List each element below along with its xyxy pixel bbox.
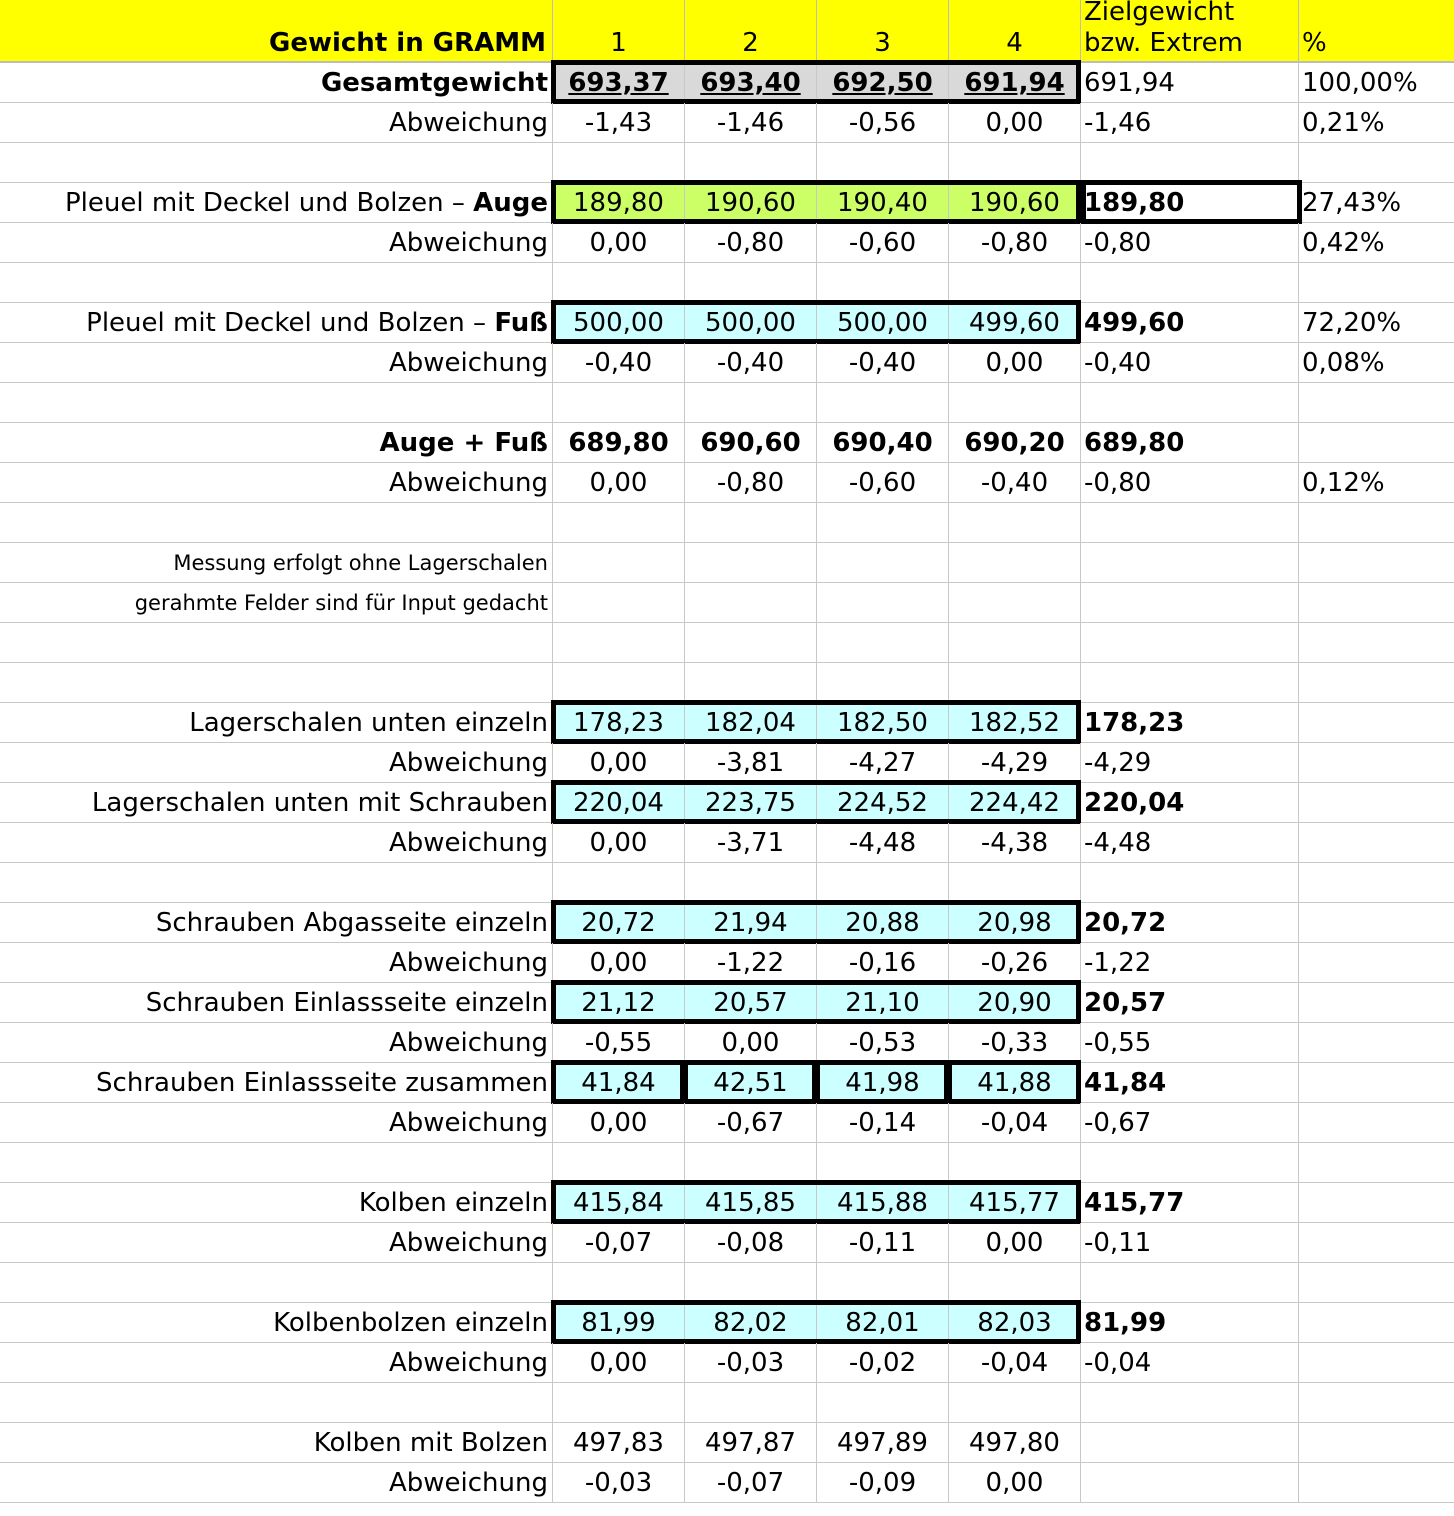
value-cell-2 — [685, 383, 817, 423]
row-label-text: Messung erfolgt ohne Lagerschalen — [173, 550, 548, 575]
value-cell-4: 0,00 — [949, 1223, 1081, 1263]
value-cell-3[interactable]: 82,01 — [817, 1303, 949, 1343]
row-label — [0, 1223, 553, 1263]
header-target-line1: Zielgewicht — [1084, 0, 1235, 27]
value-cell-4: -0,33 — [949, 1023, 1081, 1063]
value-cell-4: -4,38 — [949, 823, 1081, 863]
value-cell-2 — [685, 583, 817, 623]
value-cell-2 — [685, 1143, 817, 1183]
value-cell-3: -0,14 — [817, 1103, 949, 1143]
target-cell: -4,29 — [1081, 743, 1299, 783]
value-cell-3[interactable]: 692,50 — [817, 63, 949, 103]
row-label-text: gerahmte Felder sind für Input gedacht — [134, 590, 548, 615]
value-cell-2[interactable]: 500,00 — [685, 303, 817, 343]
row-label — [0, 663, 553, 703]
value-cell-1 — [553, 863, 685, 903]
percent-cell: 0,42% — [1299, 223, 1454, 263]
value-cell-2: -0,67 — [685, 1103, 817, 1143]
value-cell-1 — [553, 1383, 685, 1423]
header-label-cell — [0, 0, 553, 63]
value-cell-1: -0,03 — [553, 1463, 685, 1503]
row-label — [0, 1063, 553, 1103]
target-cell: -0,80 — [1081, 223, 1299, 263]
row-label — [0, 863, 553, 903]
row-label — [0, 143, 553, 183]
value-cell-1: 0,00 — [553, 1343, 685, 1383]
value-cell-3[interactable]: 190,40 — [817, 183, 949, 223]
value-cell-3: -0,11 — [817, 1223, 949, 1263]
row-label-text: Abweichung — [388, 1227, 548, 1258]
percent-cell — [1299, 903, 1454, 943]
target-cell: -0,80 — [1081, 463, 1299, 503]
value-cell-1[interactable]: 20,72 — [553, 903, 685, 943]
value-cell-1: 0,00 — [553, 1103, 685, 1143]
row-label-text: Schrauben Abgasseite einzeln — [155, 907, 548, 938]
row-label — [0, 743, 553, 783]
row-label-text: Gesamtgewicht — [320, 67, 548, 98]
target-cell — [1081, 1263, 1299, 1303]
value-cell-1: 689,80 — [553, 423, 685, 463]
row-label-text: Abweichung — [388, 1467, 548, 1498]
target-cell — [1081, 143, 1299, 183]
value-cell-4: 497,80 — [949, 1423, 1081, 1463]
header-pct — [1299, 0, 1454, 63]
row-label — [0, 823, 553, 863]
percent-cell — [1299, 1223, 1454, 1263]
value-cell-2[interactable]: 182,04 — [685, 703, 817, 743]
value-cell-3 — [817, 1263, 949, 1303]
value-cell-1[interactable]: 220,04 — [553, 783, 685, 823]
header-col-4-label: 4 — [1006, 28, 1023, 58]
value-cell-4 — [949, 863, 1081, 903]
row-label — [0, 383, 553, 423]
row-label-text: Abweichung — [388, 467, 548, 498]
row-label-text: Lagerschalen unten einzeln — [189, 707, 548, 738]
percent-cell — [1299, 503, 1454, 543]
row-label — [0, 1263, 553, 1303]
value-cell-3 — [817, 583, 949, 623]
percent-cell — [1299, 743, 1454, 783]
value-cell-1: 0,00 — [553, 463, 685, 503]
value-cell-3: -0,60 — [817, 463, 949, 503]
value-cell-2 — [685, 1263, 817, 1303]
target-cell — [1081, 503, 1299, 543]
percent-cell — [1299, 1143, 1454, 1183]
value-cell-4: -0,40 — [949, 463, 1081, 503]
value-cell-3 — [817, 863, 949, 903]
row-label-text: Abweichung — [388, 1107, 548, 1138]
row-label — [0, 1023, 553, 1063]
percent-cell — [1299, 863, 1454, 903]
value-cell-2[interactable]: 42,51 — [685, 1063, 817, 1103]
value-cell-4: 0,00 — [949, 1463, 1081, 1503]
value-cell-4[interactable]: 691,94 — [949, 63, 1081, 103]
value-cell-2 — [685, 1383, 817, 1423]
value-cell-3: -0,16 — [817, 943, 949, 983]
percent-cell — [1299, 1263, 1454, 1303]
value-cell-3[interactable]: 500,00 — [817, 303, 949, 343]
target-cell — [1081, 1423, 1299, 1463]
percent-cell — [1299, 143, 1454, 183]
target-cell: 691,94 — [1081, 63, 1299, 103]
row-label — [0, 983, 553, 1023]
row-label — [0, 303, 553, 343]
target-cell: 81,99 — [1081, 1303, 1299, 1343]
row-label — [0, 903, 553, 943]
row-label-text: Schrauben Einlassseite einzeln — [145, 987, 548, 1018]
percent-cell — [1299, 1023, 1454, 1063]
value-cell-4: -0,26 — [949, 943, 1081, 983]
percent-cell: 72,20% — [1299, 303, 1454, 343]
row-label — [0, 623, 553, 663]
value-cell-2 — [685, 623, 817, 663]
value-cell-3: -0,53 — [817, 1023, 949, 1063]
value-cell-3[interactable]: 182,50 — [817, 703, 949, 743]
value-cell-4 — [949, 263, 1081, 303]
value-cell-2 — [685, 663, 817, 703]
value-cell-2[interactable]: 415,85 — [685, 1183, 817, 1223]
value-cell-4[interactable]: 224,42 — [949, 783, 1081, 823]
row-label-text: Pleuel mit Deckel und Bolzen – — [86, 307, 495, 338]
value-cell-1 — [553, 263, 685, 303]
value-cell-1[interactable]: 178,23 — [553, 703, 685, 743]
value-cell-2 — [685, 263, 817, 303]
percent-cell: 0,12% — [1299, 463, 1454, 503]
value-cell-3[interactable]: 415,88 — [817, 1183, 949, 1223]
value-cell-4[interactable]: 415,77 — [949, 1183, 1081, 1223]
value-cell-4[interactable]: 82,03 — [949, 1303, 1081, 1343]
percent-cell — [1299, 383, 1454, 423]
row-label — [0, 703, 553, 743]
value-cell-3: -0,40 — [817, 343, 949, 383]
row-label — [0, 103, 553, 143]
value-cell-4 — [949, 1143, 1081, 1183]
percent-cell — [1299, 1063, 1454, 1103]
target-cell: -0,04 — [1081, 1343, 1299, 1383]
percent-cell: 100,00% — [1299, 63, 1454, 103]
value-cell-1 — [553, 1143, 685, 1183]
value-cell-1[interactable]: 189,80 — [553, 183, 685, 223]
row-label — [0, 463, 553, 503]
row-label-bold-text: Fuß — [494, 307, 548, 338]
target-cell: 41,84 — [1081, 1063, 1299, 1103]
target-cell — [1081, 863, 1299, 903]
value-cell-1: -0,40 — [553, 343, 685, 383]
value-cell-4 — [949, 383, 1081, 423]
value-cell-4 — [949, 583, 1081, 623]
percent-cell — [1299, 1383, 1454, 1423]
value-cell-3[interactable]: 224,52 — [817, 783, 949, 823]
target-cell: -0,40 — [1081, 343, 1299, 383]
value-cell-2[interactable]: 190,60 — [685, 183, 817, 223]
header-col-1-label: 1 — [610, 28, 627, 58]
value-cell-4 — [949, 143, 1081, 183]
row-label — [0, 183, 553, 223]
target-cell — [1081, 1383, 1299, 1423]
value-cell-1 — [553, 543, 685, 583]
target-cell: -0,55 — [1081, 1023, 1299, 1063]
value-cell-2: -0,40 — [685, 343, 817, 383]
value-cell-3 — [817, 143, 949, 183]
value-cell-4 — [949, 543, 1081, 583]
value-cell-3[interactable]: 20,88 — [817, 903, 949, 943]
value-cell-3: -0,56 — [817, 103, 949, 143]
value-cell-2: 0,00 — [685, 1023, 817, 1063]
percent-cell — [1299, 823, 1454, 863]
value-cell-4[interactable]: 20,98 — [949, 903, 1081, 943]
value-cell-3 — [817, 263, 949, 303]
value-cell-2: -3,71 — [685, 823, 817, 863]
row-label-text: Lagerschalen unten mit Schrauben — [91, 787, 548, 818]
value-cell-2: -0,03 — [685, 1343, 817, 1383]
value-cell-4[interactable]: 182,52 — [949, 703, 1081, 743]
percent-cell — [1299, 1183, 1454, 1223]
value-cell-4 — [949, 623, 1081, 663]
row-label — [0, 1183, 553, 1223]
header-col-4 — [949, 0, 1081, 63]
target-cell: 20,72 — [1081, 903, 1299, 943]
target-cell: -1,46 — [1081, 103, 1299, 143]
value-cell-4[interactable]: 499,60 — [949, 303, 1081, 343]
value-cell-1: 0,00 — [553, 223, 685, 263]
value-cell-4[interactable]: 41,88 — [949, 1063, 1081, 1103]
row-label-text: Pleuel mit Deckel und Bolzen – — [64, 187, 474, 218]
value-cell-3 — [817, 503, 949, 543]
row-label — [0, 503, 553, 543]
value-cell-4: -4,29 — [949, 743, 1081, 783]
row-label — [0, 1383, 553, 1423]
percent-cell — [1299, 703, 1454, 743]
value-cell-1 — [553, 143, 685, 183]
value-cell-2[interactable]: 693,40 — [685, 63, 817, 103]
percent-cell — [1299, 983, 1454, 1023]
value-cell-4 — [949, 663, 1081, 703]
value-cell-1 — [553, 383, 685, 423]
header-col-2-label: 2 — [742, 28, 759, 58]
row-label-text: Abweichung — [388, 947, 548, 978]
row-label-text: Abweichung — [388, 347, 548, 378]
row-label-text: Kolben einzeln — [358, 1187, 548, 1218]
percent-cell: 0,08% — [1299, 343, 1454, 383]
target-cell: -4,48 — [1081, 823, 1299, 863]
value-cell-1[interactable]: 81,99 — [553, 1303, 685, 1343]
value-cell-4: -0,04 — [949, 1343, 1081, 1383]
value-cell-2 — [685, 143, 817, 183]
value-cell-1: 497,83 — [553, 1423, 685, 1463]
row-label — [0, 1343, 553, 1383]
value-cell-3 — [817, 383, 949, 423]
value-cell-2[interactable]: 21,94 — [685, 903, 817, 943]
target-cell: 178,23 — [1081, 703, 1299, 743]
row-label — [0, 1143, 553, 1183]
target-cell — [1081, 663, 1299, 703]
row-label-text: Abweichung — [388, 827, 548, 858]
row-label — [0, 1103, 553, 1143]
row-label-text: Kolbenbolzen einzeln — [273, 1307, 548, 1338]
row-label — [0, 263, 553, 303]
target-cell: 415,77 — [1081, 1183, 1299, 1223]
value-cell-3 — [817, 543, 949, 583]
percent-cell — [1299, 423, 1454, 463]
value-cell-1[interactable]: 415,84 — [553, 1183, 685, 1223]
value-cell-1[interactable]: 41,84 — [553, 1063, 685, 1103]
value-cell-1 — [553, 1263, 685, 1303]
value-cell-3: -4,27 — [817, 743, 949, 783]
value-cell-4: 0,00 — [949, 103, 1081, 143]
percent-cell — [1299, 623, 1454, 663]
value-cell-2: 497,87 — [685, 1423, 817, 1463]
value-cell-2: -3,81 — [685, 743, 817, 783]
value-cell-2[interactable]: 82,02 — [685, 1303, 817, 1343]
target-cell — [1081, 543, 1299, 583]
value-cell-2: -1,22 — [685, 943, 817, 983]
value-cell-1: 0,00 — [553, 823, 685, 863]
header-col-3-label: 3 — [874, 28, 891, 58]
value-cell-2[interactable]: 20,57 — [685, 983, 817, 1023]
target-cell — [1081, 583, 1299, 623]
row-label — [0, 583, 553, 623]
percent-cell — [1299, 783, 1454, 823]
target-cell — [1081, 623, 1299, 663]
target-cell — [1081, 263, 1299, 303]
target-cell: -0,11 — [1081, 1223, 1299, 1263]
header-label: Gewicht in GRAMM — [268, 28, 546, 58]
value-cell-3: -4,48 — [817, 823, 949, 863]
row-label — [0, 343, 553, 383]
percent-cell — [1299, 1463, 1454, 1503]
row-label — [0, 943, 553, 983]
value-cell-1: 0,00 — [553, 743, 685, 783]
row-label — [0, 1463, 553, 1503]
row-label-text: Abweichung — [388, 1027, 548, 1058]
value-cell-3: 497,89 — [817, 1423, 949, 1463]
value-cell-4 — [949, 1383, 1081, 1423]
header-pct-label: % — [1302, 28, 1327, 58]
value-cell-1: 0,00 — [553, 943, 685, 983]
value-cell-3 — [817, 623, 949, 663]
value-cell-1[interactable]: 21,12 — [553, 983, 685, 1023]
value-cell-4: 690,20 — [949, 423, 1081, 463]
value-cell-2: -0,80 — [685, 463, 817, 503]
value-cell-2: -0,07 — [685, 1463, 817, 1503]
percent-cell — [1299, 1103, 1454, 1143]
percent-cell — [1299, 1423, 1454, 1463]
row-label — [0, 1303, 553, 1343]
value-cell-4 — [949, 503, 1081, 543]
value-cell-3[interactable]: 41,98 — [817, 1063, 949, 1103]
value-cell-1 — [553, 663, 685, 703]
value-cell-1 — [553, 503, 685, 543]
value-cell-1[interactable]: 500,00 — [553, 303, 685, 343]
row-label-text: Abweichung — [388, 227, 548, 258]
value-cell-4[interactable]: 20,90 — [949, 983, 1081, 1023]
value-cell-3: -0,09 — [817, 1463, 949, 1503]
row-label-text: Abweichung — [388, 747, 548, 778]
row-label-text: Abweichung — [388, 107, 548, 138]
target-cell: 20,57 — [1081, 983, 1299, 1023]
row-label-text: Kolben mit Bolzen — [313, 1427, 548, 1458]
percent-cell — [1299, 663, 1454, 703]
target-cell — [1081, 383, 1299, 423]
row-label — [0, 543, 553, 583]
row-label-text: Auge + Fuß — [379, 427, 548, 458]
value-cell-4: -0,80 — [949, 223, 1081, 263]
value-cell-2 — [685, 543, 817, 583]
header-col-1 — [553, 0, 685, 63]
value-cell-4[interactable]: 190,60 — [949, 183, 1081, 223]
row-label — [0, 1423, 553, 1463]
value-cell-3 — [817, 663, 949, 703]
target-cell: 220,04 — [1081, 783, 1299, 823]
value-cell-3: 690,40 — [817, 423, 949, 463]
value-cell-3[interactable]: 21,10 — [817, 983, 949, 1023]
row-label — [0, 423, 553, 463]
percent-cell — [1299, 263, 1454, 303]
target-cell — [1081, 1463, 1299, 1503]
percent-cell — [1299, 1303, 1454, 1343]
target-cell — [1081, 1143, 1299, 1183]
value-cell-2: 690,60 — [685, 423, 817, 463]
value-cell-2 — [685, 863, 817, 903]
row-label — [0, 63, 553, 103]
row-label-text: Schrauben Einlassseite zusammen — [96, 1067, 548, 1098]
value-cell-1: -1,43 — [553, 103, 685, 143]
target-cell: 689,80 — [1081, 423, 1299, 463]
value-cell-1[interactable]: 693,37 — [553, 63, 685, 103]
value-cell-4: 0,00 — [949, 343, 1081, 383]
value-cell-2: -0,80 — [685, 223, 817, 263]
value-cell-1 — [553, 583, 685, 623]
header-col-3 — [817, 0, 949, 63]
value-cell-1 — [553, 623, 685, 663]
value-cell-2: -1,46 — [685, 103, 817, 143]
value-cell-4 — [949, 1263, 1081, 1303]
value-cell-2[interactable]: 223,75 — [685, 783, 817, 823]
value-cell-1: -0,55 — [553, 1023, 685, 1063]
header-target — [1081, 0, 1299, 63]
percent-cell — [1299, 1343, 1454, 1383]
row-label-bold-text: Auge — [473, 187, 548, 218]
value-cell-3: -0,02 — [817, 1343, 949, 1383]
target-cell: 189,80 — [1081, 183, 1299, 223]
value-cell-4: -0,04 — [949, 1103, 1081, 1143]
header-target-line2: bzw. Extrem — [1084, 28, 1244, 58]
percent-cell — [1299, 943, 1454, 983]
value-cell-3 — [817, 1383, 949, 1423]
value-cell-3 — [817, 1143, 949, 1183]
value-cell-2 — [685, 503, 817, 543]
target-cell: -0,67 — [1081, 1103, 1299, 1143]
percent-cell — [1299, 583, 1454, 623]
row-label — [0, 783, 553, 823]
percent-cell: 0,21% — [1299, 103, 1454, 143]
percent-cell: 27,43% — [1299, 183, 1454, 223]
row-label — [0, 223, 553, 263]
value-cell-2: -0,08 — [685, 1223, 817, 1263]
percent-cell — [1299, 543, 1454, 583]
value-cell-3: -0,60 — [817, 223, 949, 263]
target-cell: 499,60 — [1081, 303, 1299, 343]
row-label-text: Abweichung — [388, 1347, 548, 1378]
value-cell-1: -0,07 — [553, 1223, 685, 1263]
header-col-2 — [685, 0, 817, 63]
target-cell: -1,22 — [1081, 943, 1299, 983]
